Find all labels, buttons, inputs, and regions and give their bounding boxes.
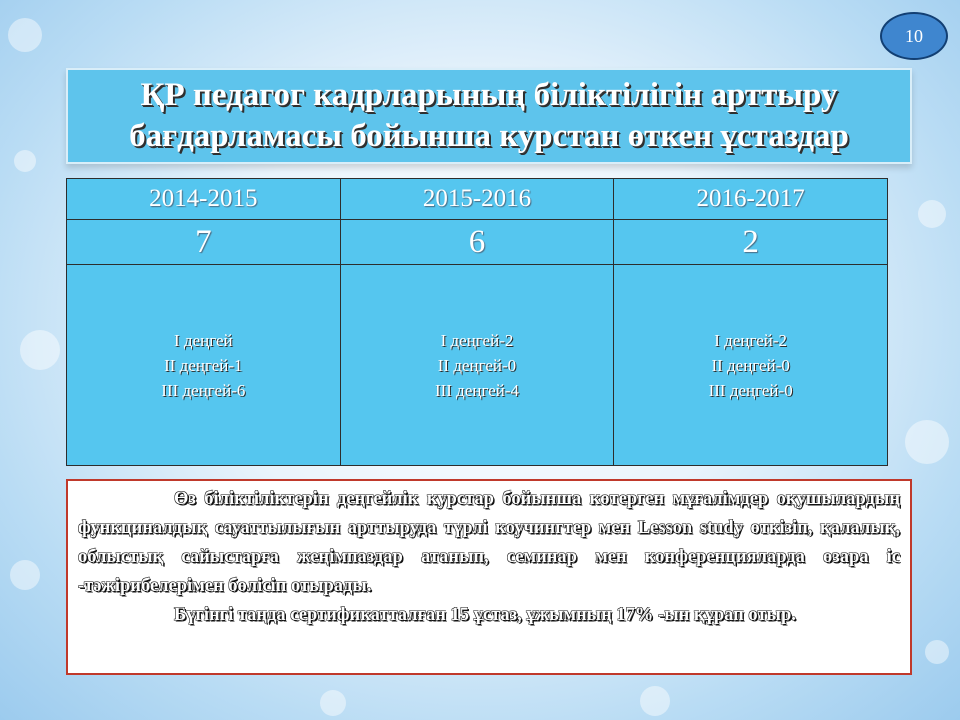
decorative-bubble — [640, 686, 670, 716]
slide-title-line-2: бағдарламасы бойынша курстан өткен ұстаздар — [129, 118, 849, 154]
decorative-bubble — [925, 640, 949, 664]
decorative-bubble — [14, 150, 36, 172]
decorative-bubble — [10, 560, 40, 590]
year-header: 2016-2017 — [614, 179, 888, 220]
level-line: ІІ деңгей-0 — [437, 355, 517, 375]
year-header: 2015-2016 — [340, 179, 614, 220]
level-line: ІІ деңгей-0 — [711, 355, 790, 375]
level-breakdown-cell — [67, 265, 341, 466]
summary-paragraph: Өз біліктіліктерін деңгейлік курстар бойынша көтерген мұғалімдер оқушылардың функциналдық сауаттылығын арттыруда түрлі коучингтер мен Lesson study өткізіп, қалалық, облыстық сайыстарға жеңімпаздар атанып, семинар мен конференцияларда өзара іс -тәжірибелерімен бөлісіп отырады. — [78, 489, 900, 596]
summary-paragraph: Бүгінгі таңда сертификатталған 15 ұстаз, ұжымның 17% -ын құрап отыр. — [174, 605, 796, 625]
decorative-bubble — [905, 420, 949, 464]
level-line: І деңгей-2 — [714, 330, 788, 350]
level-line: ІІІ деңгей-4 — [434, 380, 520, 400]
slide-title — [66, 68, 912, 164]
summary-text-box — [66, 479, 912, 675]
level-line: ІІІ деңгей-0 — [708, 380, 793, 400]
slide-title-line-1: ҚР педагог кадрларының біліктілігін арттыру — [140, 77, 838, 113]
teacher-count-cell: 7 — [67, 220, 341, 265]
teacher-count-row — [67, 220, 888, 265]
decorative-bubble — [20, 330, 60, 370]
level-line: ІІ деңгей-1 — [164, 355, 243, 375]
level-line: І деңгей — [174, 330, 233, 350]
decorative-bubble — [918, 200, 946, 228]
level-line: І деңгей-2 — [440, 330, 514, 350]
table-header-row — [67, 179, 888, 220]
level-breakdown-cell — [340, 265, 614, 466]
decorative-bubble — [320, 690, 346, 716]
teacher-count-cell: 2 — [614, 220, 888, 265]
level-line: ІІІ деңгей-6 — [161, 380, 246, 400]
level-breakdown-cell — [614, 265, 888, 466]
decorative-bubble — [8, 18, 42, 52]
page-number-badge: 10 — [880, 12, 948, 60]
training-table — [66, 178, 888, 466]
teacher-count-cell: 6 — [340, 220, 614, 265]
level-breakdown-row — [67, 265, 888, 466]
year-header: 2014-2015 — [67, 179, 341, 220]
